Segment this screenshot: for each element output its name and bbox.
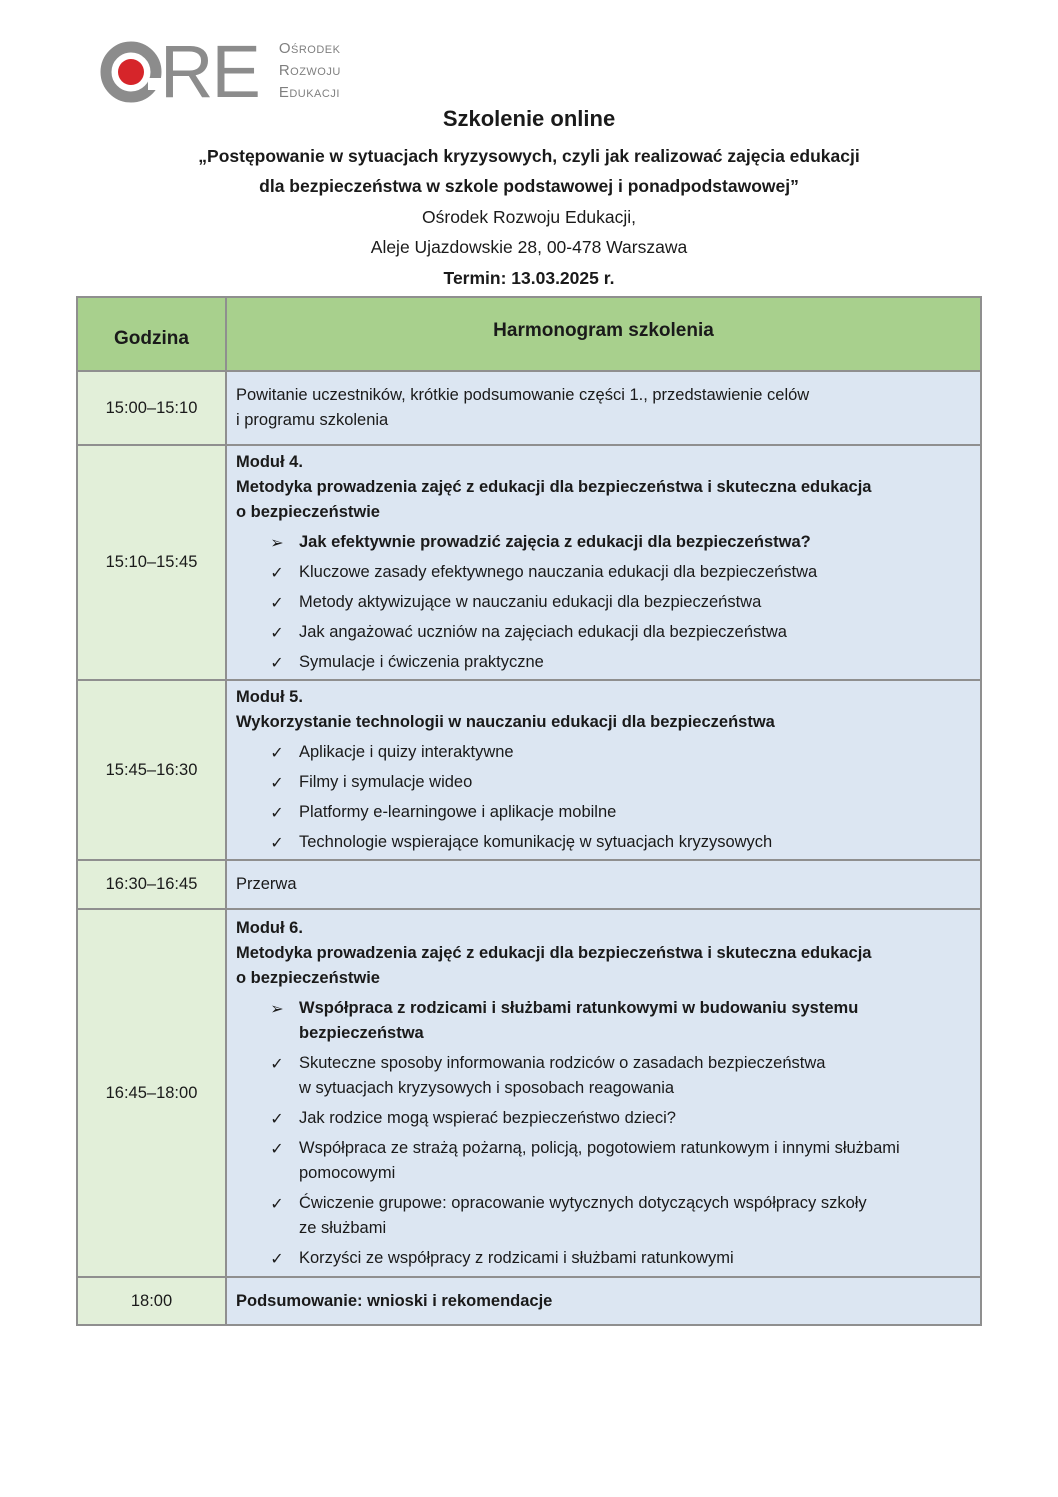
module-title: Wykorzystanie technologii w nauczaniu edukacji dla bezpieczeństwa — [236, 713, 775, 731]
program-text: Powitanie uczestników, krótkie podsumowanie części 1., przedstawienie celów — [236, 386, 810, 404]
column-header-program: Harmonogram szkolenia — [226, 297, 981, 371]
list-item — [266, 530, 970, 555]
list-item-text: pomocowymi — [299, 1163, 396, 1182]
topic-list — [266, 740, 970, 855]
program-text: Przerwa — [236, 875, 297, 893]
time-cell: 18:00 — [77, 1277, 226, 1325]
list-item-text: Metody aktywizujące w nauczaniu edukacji dla bezpieczeństwa — [299, 593, 762, 611]
list-item — [266, 1191, 970, 1241]
list-item-text: Jak efektywnie prowadzić zajęcia z edukacji dla bezpieczeństwa? — [299, 533, 811, 551]
topic-list — [266, 530, 970, 675]
program-cell — [226, 909, 981, 1277]
column-header-time: Godzina — [77, 297, 226, 371]
checkmark-icon: ✓ — [270, 653, 284, 672]
logo-line-3: Edukacji — [278, 84, 340, 101]
module-title: Metodyka prowadzenia zajęć z edukacji dla bezpieczeństwa i skuteczna edukacja — [236, 943, 872, 962]
table-row — [77, 445, 981, 680]
list-item — [266, 1051, 970, 1101]
ore-logo — [100, 30, 341, 113]
module-title: o bezpieczeństwie — [236, 503, 380, 521]
checkmark-icon: ✓ — [270, 743, 284, 762]
training-date: Termin: 13.03.2025 r. — [443, 268, 615, 288]
logo-letters: RE — [160, 30, 259, 113]
list-item-text: Korzyści ze współpracy z rodzicami i służbami ratunkowymi — [299, 1248, 734, 1267]
list-item — [266, 560, 970, 585]
list-item-text: Współpraca ze strażą pożarną, policją, pogotowiem ratunkowym i innymi służbami — [299, 1138, 900, 1157]
table-header-row — [77, 297, 981, 371]
checkmark-icon: ✓ — [270, 1108, 284, 1128]
logo-line-1: Ośrodek — [278, 40, 341, 57]
list-item-text: w sytuacjach kryzysowych i sposobach reagowania — [299, 1078, 675, 1097]
list-item-text: ze służbami — [299, 1218, 387, 1237]
table-row — [77, 860, 981, 909]
list-item-text: Filmy i symulacje wideo — [299, 773, 473, 791]
program-text: Podsumowanie: wnioski i rekomendacje — [236, 1291, 553, 1310]
list-item-text: bezpieczeństwa — [299, 1023, 424, 1042]
organizer-address: Aleje Ujazdowskie 28, 00-478 Warszawa — [370, 237, 688, 257]
module-title: o bezpieczeństwie — [236, 968, 380, 987]
list-item — [266, 740, 970, 765]
list-item — [266, 650, 970, 675]
logo-ring-icon — [100, 38, 162, 106]
program-cell — [226, 860, 981, 909]
time-cell: 16:30–16:45 — [77, 860, 226, 909]
checkmark-icon: ✓ — [270, 833, 284, 852]
checkmark-icon: ✓ — [270, 1138, 284, 1158]
list-item-text: Skuteczne sposoby informowania rodziców o zasadach bezpieczeństwa — [299, 1053, 826, 1072]
list-item-text: Ćwiczenie grupowe: opracowanie wytycznych dotyczących współpracy szkoły — [299, 1193, 867, 1212]
program-cell — [226, 445, 981, 680]
logo-wordmark — [279, 38, 341, 104]
list-item — [266, 800, 970, 825]
time-cell: 15:00–15:10 — [77, 371, 226, 445]
checkmark-icon: ✓ — [270, 803, 284, 822]
document-title: Szkolenie online — [442, 106, 616, 131]
program-cell — [226, 1277, 981, 1325]
list-item-text: Współpraca z rodzicami i służbami ratunkowymi w budowaniu systemu — [299, 998, 859, 1017]
checkmark-icon: ✓ — [270, 1193, 284, 1213]
table-row — [77, 1277, 981, 1325]
list-item — [266, 1136, 970, 1186]
list-item — [266, 620, 970, 645]
checkmark-icon: ✓ — [270, 593, 284, 612]
list-item-text: Platformy e-learningowe i aplikacje mobilne — [299, 803, 617, 821]
list-item — [266, 996, 970, 1046]
table-row — [77, 680, 981, 860]
time-cell: 15:45–16:30 — [77, 680, 226, 860]
table-row — [77, 371, 981, 445]
arrow-bullet-icon: ➢ — [270, 998, 284, 1018]
module-label: Moduł 4. — [236, 453, 303, 471]
list-item — [266, 770, 970, 795]
checkmark-icon: ✓ — [270, 563, 284, 582]
checkmark-icon: ✓ — [270, 623, 284, 642]
training-subtitle-line-2: dla bezpieczeństwa w szkole podstawowej i ponadpodstawowej” — [259, 176, 799, 196]
checkmark-icon: ✓ — [270, 773, 284, 792]
list-item-text: Symulacje i ćwiczenia praktyczne — [299, 653, 544, 671]
program-cell — [226, 371, 981, 445]
module-label: Moduł 6. — [236, 918, 303, 937]
list-item-text: Jak rodzice mogą wspierać bezpieczeństwo dzieci? — [299, 1108, 676, 1127]
training-subtitle-line-1: „Postępowanie w sytuacjach kryzysowych, czyli jak realizować zajęcia edukacji — [198, 146, 860, 166]
schedule-table — [76, 296, 982, 1326]
list-item — [266, 590, 970, 615]
time-cell: 16:45–18:00 — [77, 909, 226, 1277]
organizer-name: Ośrodek Rozwoju Edukacji, — [422, 207, 636, 227]
checkmark-icon: ✓ — [270, 1248, 284, 1268]
module-title: Metodyka prowadzenia zajęć z edukacji dla bezpieczeństwa i skuteczna edukacja — [236, 478, 872, 496]
table-row — [77, 909, 981, 1277]
list-item — [266, 830, 970, 855]
time-cell: 15:10–15:45 — [77, 445, 226, 680]
module-label: Moduł 5. — [236, 688, 303, 706]
program-text: i programu szkolenia — [236, 411, 389, 429]
logo-line-2: Rozwoju — [278, 62, 341, 79]
program-cell — [226, 680, 981, 860]
checkmark-icon: ✓ — [270, 1053, 284, 1073]
list-item-text: Technologie wspierające komunikację w sytuacjach kryzysowych — [299, 833, 773, 851]
list-item-text: Aplikacje i quizy interaktywne — [299, 743, 514, 761]
list-item — [266, 1106, 970, 1131]
list-item — [266, 1246, 970, 1271]
list-item-text: Kluczowe zasady efektywnego nauczania edukacji dla bezpieczeństwa — [299, 563, 818, 581]
arrow-bullet-icon: ➢ — [270, 533, 284, 552]
list-item-text: Jak angażować uczniów na zajęciach edukacji dla bezpieczeństwa — [299, 623, 787, 641]
topic-list — [266, 996, 970, 1271]
